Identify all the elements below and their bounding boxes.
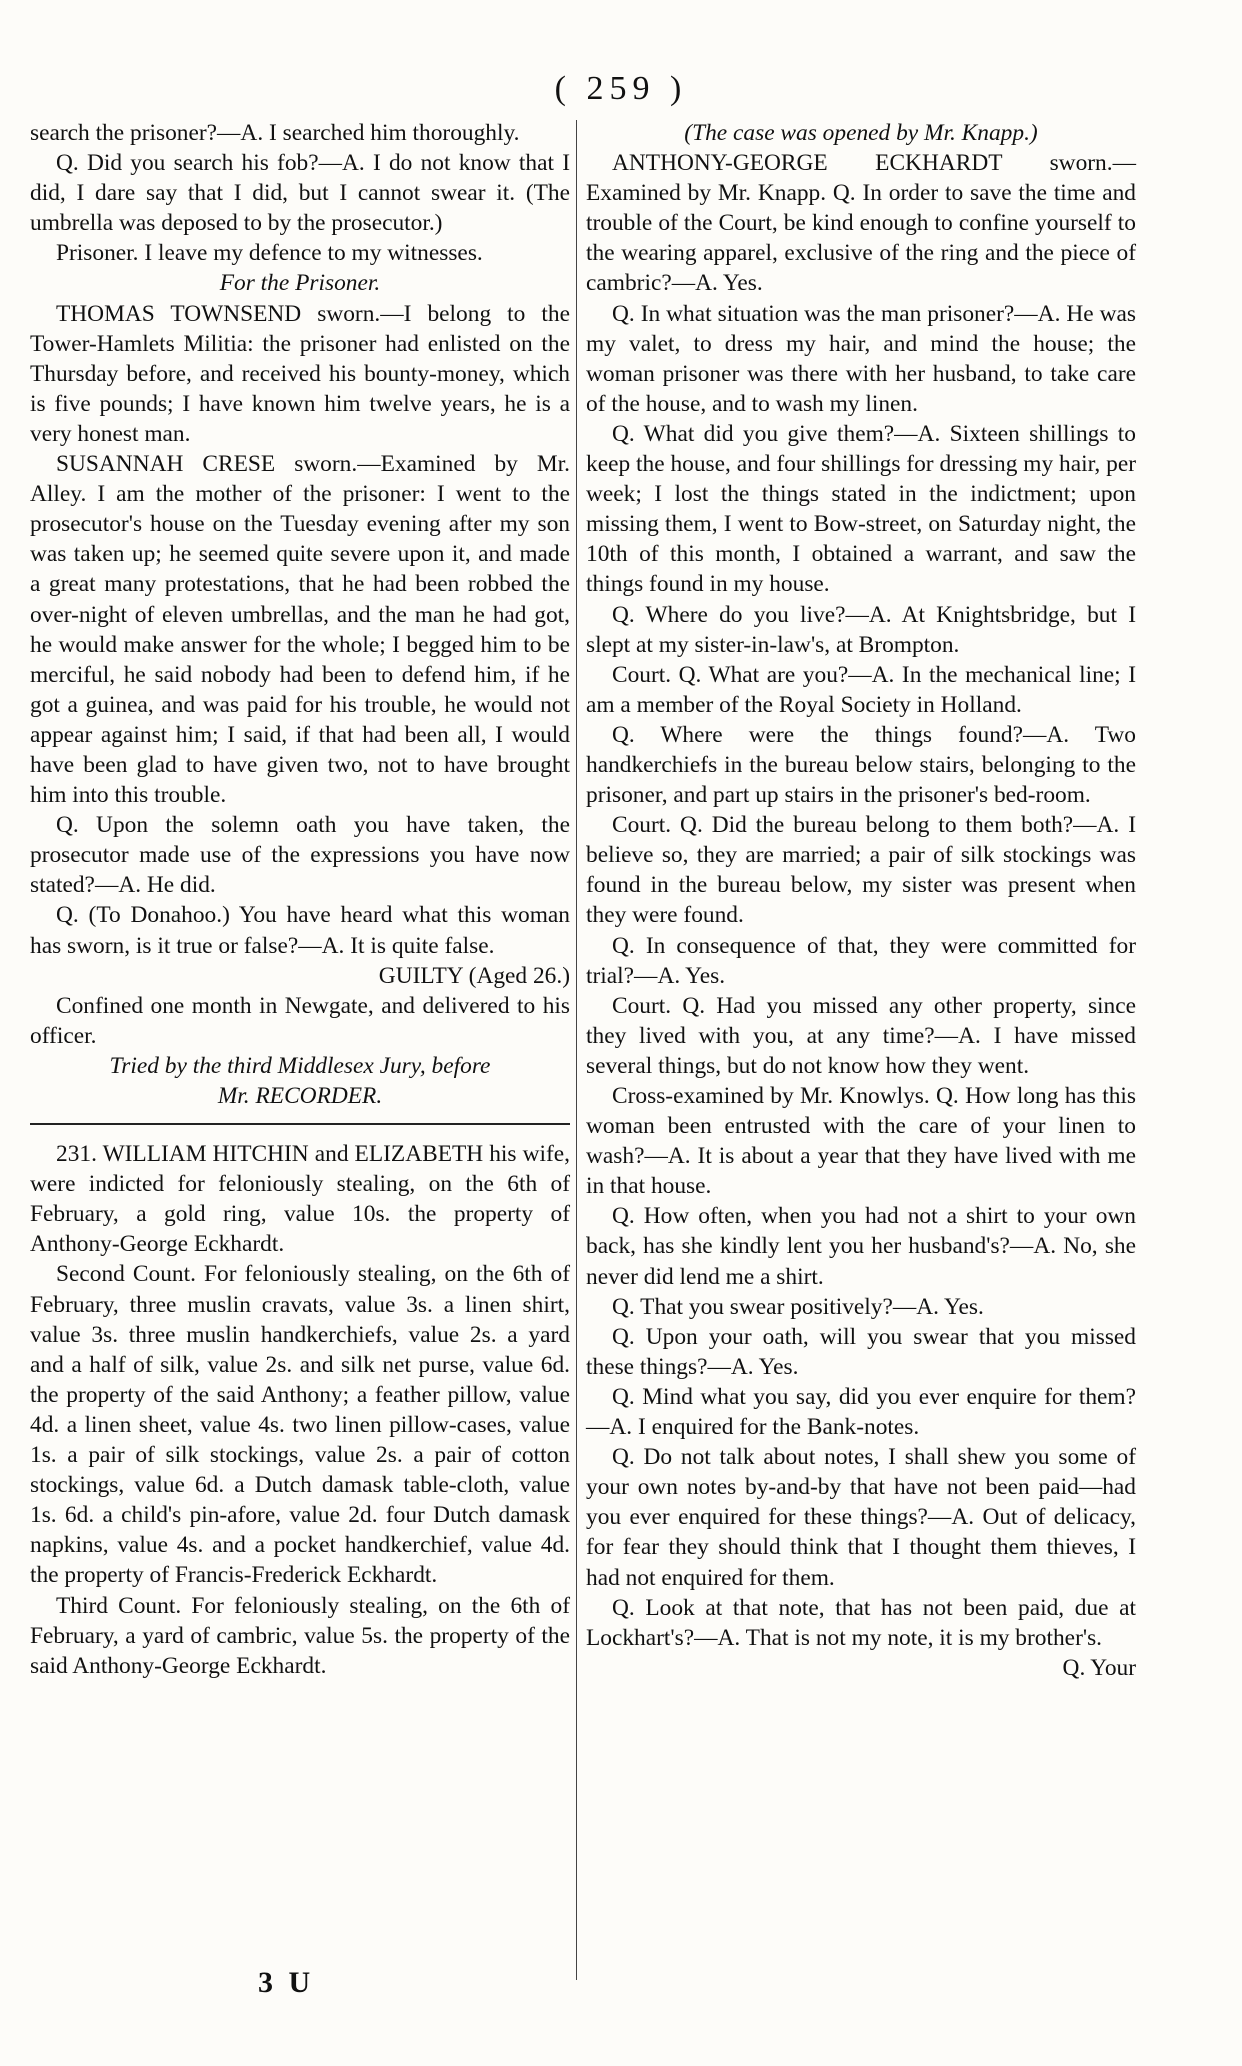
left-column [30,118,570,1681]
sentence: Confined one month in Newgate, and delivered to his officer. [30,992,570,1049]
paragraph: Q. That you swear positively?—A. Yes. [612,1293,984,1320]
paragraph: Q. In consequence of that, they were committed for trial?—A. Yes. [586,932,1136,989]
paragraph: Court. Q. Had you missed any other property, since they lived with you, at any time?—A. I have missed several things, but do not know how they went. [586,992,1136,1079]
signature-mark: 3 U [258,1966,315,1999]
section-heading: For the Prisoner. [219,270,381,297]
paragraph: Court. Q. Did the bureau belong to them both?—A. I believe so, they are married; a pair of silk stockings was found in the bureau below, my sister was present when they were found. [586,812,1136,929]
paragraph: search the prisoner?—A. I searched him thoroughly. [30,120,520,146]
paragraph: Q. Where do you live?—A. At Knightsbridge, but I slept at my sister-in-law's, at Brompton. [586,601,1136,658]
paragraph: THOMAS TOWNSEND sworn.—I belong to the Tower-Hamlets Militia: the prisoner had enlisted on the Thursday before, and received his bounty-money, which is five pounds; I have known him twelve years, he is a very honest man. [30,300,570,447]
paragraph: Q. In what situation was the man prisoner?—A. He was my valet, to dress my hair, and mind the house; the woman prisoner was there with her husband, to take care of the house, and to wash my linen. [586,300,1136,417]
paragraph: Q. Did you search his fob?—A. I do not know that I did, I dare say that I did, but I cannot swear it. (The umbrella was deposed to by the prosecutor.) [30,150,570,237]
paragraph: 231. WILLIAM HITCHIN and ELIZABETH his wife, were indicted for feloniously stealing, on the 6th of February, a gold ring, value 10s. the property of Anthony-George Eckhardt. [30,1141,570,1258]
paragraph: Court. Q. What are you?—A. In the mechanical line; I am a member of the Royal Society in Holland. [586,661,1136,718]
case-note: (The case was opened by Mr. Knapp.) [684,120,1038,146]
paragraph: Q. Do not talk about notes, I shall shew you some of your own notes by-and-by that have not been paid—had you ever enquired for these things?—A. Out of delicacy, for fear they should think that I thought them thieves, I had not enquired for them. [586,1444,1136,1591]
paragraph: Q. How often, when you had not a shirt to your own back, has she kindly lent you her husband's?—A. No, she never did lend me a shirt. [586,1203,1136,1290]
right-column [586,118,1136,1683]
verdict: GUILTY (Aged 26.) [378,962,570,989]
paragraph: Q. Where were the things found?—A. Two handkerchiefs in the bureau below stairs, belonging to the prisoner, and part up stairs in the prisoner's bed-room. [586,721,1136,809]
jury-note: Mr. RECORDER. [217,1083,383,1109]
jury-note: Tried by the third Middlesex Jury, before [109,1052,491,1079]
paragraph: Q. (To Donahoo.) You have heard what this woman has sworn, is it true or false?—A. It is quite false. [30,902,570,959]
paragraph: SUSANNAH CRESE sworn.—Examined by Mr. Alley. I am the mother of the prisoner: I went to the prosecutor's house on the Tuesday evening after my son was taken up; he seemed quite severe upon it, and made a great many protestations, that he had been robbed the over-night of eleven umbrellas, and the man he had got, he would make answer for the whole; I begged him to be merciful, he said nobody had been to defend him, if he got a guinea, and was paid for his trouble, he would not appear against him; I said, if that had been all, I would have been glad to have given two, not to have brought him into this trouble. [30,451,570,809]
paragraph: Prisoner. I leave my defence to my witnesses. [56,240,483,267]
catchword: Q. Your [1062,1654,1136,1681]
paragraph: Second Count. For feloniously stealing, on the 6th of February, three muslin cravats, value 3s. a linen shirt, value 3s. three muslin handkerchiefs, value 2s. a yard and a half of silk, value 2s. and silk net purse, value 6d. the property of the said Anthony; a feather pillow, value 4d. a linen sheet, value 4s. two linen pillow-cases, value 1s. a pair of silk stockings, value 2s. a pair of cotton stockings, value 6d. a Dutch damask table-cloth, value 1s. 6d. a child's pin-afore, value 2d. four Dutch damask napkins, value 4s. and a pocket handkerchief, value 4d. the property of Francis-Frederick Eckhardt. [30,1261,570,1589]
paragraph: Q. Look at that note, that has not been paid, due at Lockhart's?—A. That is not my note, it is my brother's. [586,1594,1136,1651]
paragraph: ANTHONY-GEORGE ECKHARDT sworn.—Examined by Mr. Knapp. Q. In order to save the time and trouble of the Court, be kind enough to confine yourself to the wearing apparel, exclusive of the ring and the piece of cambric?—A. Yes. [586,150,1136,297]
column-divider [576,120,577,1980]
page-number: ( 259 ) [554,70,688,107]
paragraph: Q. Upon your oath, will you swear that you missed these things?—A. Yes. [586,1323,1136,1380]
paragraph: Q. Mind what you say, did you ever enquire for them?—A. I enquired for the Bank-notes. [586,1383,1136,1441]
section-divider [30,1123,570,1125]
paragraph: Q. Upon the solemn oath you have taken, the prosecutor made use of the expressions you have now stated?—A. He did. [30,812,570,899]
paragraph: Cross-examined by Mr. Knowlys. Q. How long has this woman been entrusted with the care of your linen to wash?—A. It is about a year that they have lived with me in that house. [586,1083,1136,1200]
paragraph: Q. What did you give them?—A. Sixteen shillings to keep the house, and four shillings for dressing my hair, per week; I lost the things stated in the indictment; upon missing them, I went to Bow-street, on Saturday night, the 10th of this month, I obtained a warrant, and saw the things found in my house. [586,420,1136,598]
paragraph: Third Count. For feloniously stealing, on the 6th of February, a yard of cambric, value 5s. the property of the said Anthony-George Eckhardt. [30,1592,570,1679]
